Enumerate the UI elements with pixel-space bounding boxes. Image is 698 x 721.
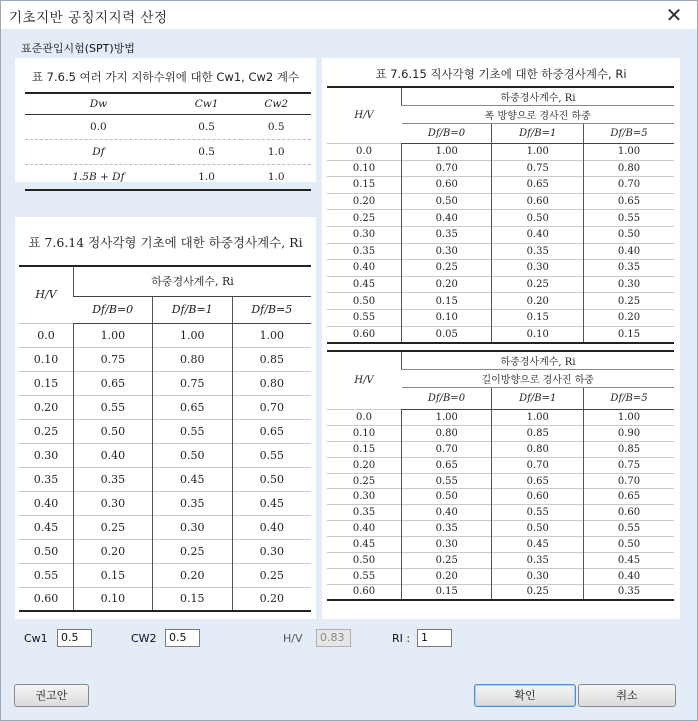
table-row	[327, 457, 674, 473]
table-cell: 0.70	[584, 473, 674, 489]
sub-header: Df/B=0	[74, 296, 153, 323]
hv-label: H/V	[283, 632, 303, 645]
table-cell: 0.55	[19, 563, 74, 587]
table-row	[19, 419, 311, 443]
table-cell: 0.35	[327, 505, 402, 521]
table-row	[19, 491, 311, 515]
table-cell: 0.10	[402, 309, 492, 326]
table-7615-length	[327, 350, 674, 601]
table-cell: 0.25	[327, 473, 402, 489]
table-cell: 0.45	[232, 491, 311, 515]
table-row	[327, 210, 674, 227]
table-cell: 0.30	[19, 443, 74, 467]
recommend-button[interactable]: 권고안	[14, 684, 89, 707]
table-row	[327, 473, 674, 489]
table-cell: 0.75	[492, 160, 584, 177]
table-cell: 0.40	[492, 226, 584, 243]
table-cell: 1.00	[152, 323, 232, 347]
table-row	[19, 371, 311, 395]
table-cell: 0.15	[19, 371, 74, 395]
table-row	[327, 441, 674, 457]
table-cell: 0.60	[584, 505, 674, 521]
table-header: Dw	[25, 93, 172, 115]
table-cell: 0.10	[74, 587, 153, 611]
table-cell: 0.50	[327, 553, 402, 569]
table-row	[19, 539, 311, 563]
table-cell: 0.45	[152, 467, 232, 491]
table-cell: 0.85	[232, 347, 311, 371]
table-row	[327, 177, 674, 194]
table-cell: 1.5B + Df	[25, 165, 172, 191]
table-cell: 0.45	[19, 515, 74, 539]
table-cell: 0.60	[327, 584, 402, 600]
table-row	[25, 140, 311, 165]
table-row	[19, 587, 311, 611]
hv-header: H/V	[354, 375, 374, 386]
table-cell: 0.25	[232, 563, 311, 587]
table-cell: 0.25	[19, 419, 74, 443]
table-cell: 0.0	[327, 410, 402, 426]
table-row	[19, 443, 311, 467]
table-cell: 0.40	[327, 521, 402, 537]
table-cell: 0.30	[74, 491, 153, 515]
table-cell: 0.15	[152, 587, 232, 611]
table-cell: 1.00	[584, 144, 674, 161]
table-cell: 0.15	[74, 563, 153, 587]
table-cell: 0.50	[402, 193, 492, 210]
table-cell: 0.10	[492, 326, 584, 343]
table-cell: 0.65	[584, 193, 674, 210]
table-row	[25, 165, 311, 191]
table-cell: 0.25	[584, 293, 674, 310]
table-row	[327, 568, 674, 584]
table-cell: 0.20	[327, 193, 402, 210]
cw2-label: CW2	[131, 632, 157, 645]
table-cell: 0.25	[402, 260, 492, 277]
table-row	[19, 395, 311, 419]
table-cell: 0.55	[492, 505, 584, 521]
table-cell: 0.65	[492, 177, 584, 194]
table-cell: 1.00	[492, 410, 584, 426]
table-cell: 0.60	[19, 587, 74, 611]
table-765	[25, 92, 311, 191]
table-cell: 0.55	[327, 568, 402, 584]
table-cell: 0.30	[402, 243, 492, 260]
table-cell: 0.30	[584, 276, 674, 293]
table-cell: 0.0	[19, 323, 74, 347]
table-cell: 0.50	[584, 226, 674, 243]
table-cell: 0.20	[232, 587, 311, 611]
table-cell: 0.55	[584, 210, 674, 227]
table-cell: 0.25	[327, 210, 402, 227]
cw1-input[interactable]: 0.5	[57, 629, 92, 647]
table-cell: 0.80	[492, 441, 584, 457]
table-cell: 0.65	[232, 419, 311, 443]
table-row	[327, 193, 674, 210]
group-header: 하중경사계수, Ri	[402, 87, 675, 106]
table-row	[327, 260, 674, 277]
table-cell: 0.20	[74, 539, 153, 563]
table-cell: 0.15	[584, 326, 674, 343]
table-row	[327, 160, 674, 177]
table-cell: 0.35	[492, 243, 584, 260]
table-cell: 0.25	[492, 276, 584, 293]
hv-header: H/V	[35, 288, 57, 302]
table-header: Cw2	[241, 93, 311, 115]
table-7614-caption: 표 7.6.14 정사각형 기초에 대한 하중경사계수, Ri	[28, 235, 303, 250]
table-7615-width	[327, 86, 674, 344]
table-cell: 0.25	[74, 515, 153, 539]
table-cell: 0.80	[402, 425, 492, 441]
table-cell: 0.70	[402, 441, 492, 457]
table-cell: 0.55	[327, 309, 402, 326]
table-cell: 1.00	[74, 323, 153, 347]
table-row	[327, 293, 674, 310]
table-cell: 0.50	[492, 521, 584, 537]
table-cell: 0.30	[402, 537, 492, 553]
table-cell: 0.35	[584, 260, 674, 277]
table-cell: 0.40	[74, 443, 153, 467]
table-cell: 0.35	[152, 491, 232, 515]
table-cell: 1.0	[241, 140, 311, 165]
sub-header: Df/B=5	[584, 388, 674, 410]
table-cell: 0.05	[402, 326, 492, 343]
table-cell: 0.40	[584, 568, 674, 584]
spt-group-label: 표준관입시험(SPT)방법	[21, 42, 135, 55]
table-cell: 0.15	[492, 309, 584, 326]
table-cell: 0.75	[74, 347, 153, 371]
table-cell: 0.55	[402, 473, 492, 489]
table-row	[327, 505, 674, 521]
table-row	[327, 326, 674, 343]
table-cell: 0.65	[74, 371, 153, 395]
table-cell: 0.70	[584, 177, 674, 194]
table-cell: 0.10	[327, 425, 402, 441]
table-cell: 0.80	[152, 347, 232, 371]
table-cell: 0.35	[74, 467, 153, 491]
table-row	[327, 425, 674, 441]
table-cell: 0.50	[232, 467, 311, 491]
table-cell: 0.35	[492, 553, 584, 569]
table-cell: 0.45	[584, 553, 674, 569]
table-row	[327, 537, 674, 553]
table-row	[25, 115, 311, 140]
table-row	[327, 309, 674, 326]
table-7615-caption: 표 7.6.15 직사각형 기초에 대한 하중경사계수, Ri	[375, 67, 627, 81]
table-cell: 0.40	[402, 210, 492, 227]
cw1-label: Cw1	[24, 632, 48, 645]
table-cell: 0.35	[402, 226, 492, 243]
table-cell: 0.60	[492, 489, 584, 505]
table-cell: 1.00	[584, 410, 674, 426]
sub-header: Df/B=1	[492, 124, 584, 144]
table-row	[327, 144, 674, 161]
width-load-header: 폭 방향으로 경사진 하중	[402, 106, 675, 124]
group-header: 하중경사계수, Ri	[402, 351, 675, 370]
table-row	[327, 553, 674, 569]
table-row	[19, 563, 311, 587]
table-cell: 0.50	[492, 210, 584, 227]
table-cell: 0.15	[327, 177, 402, 194]
ok-button[interactable]: 확인	[474, 684, 576, 707]
table-row	[19, 467, 311, 491]
table-cell: 0.80	[232, 371, 311, 395]
table-cell: 1.0	[172, 165, 242, 191]
table-cell: 0.30	[232, 539, 311, 563]
table-cell: 0.25	[152, 539, 232, 563]
table-cell: 0.5	[241, 115, 311, 140]
table-cell: 0.15	[402, 293, 492, 310]
table-7614-panel	[15, 217, 316, 619]
table-cell: 0.0	[327, 144, 402, 161]
table-cell: 1.00	[402, 144, 492, 161]
table-cell: 0.60	[492, 193, 584, 210]
table-row	[19, 347, 311, 371]
table-cell: 0.50	[402, 489, 492, 505]
table-cell: 1.00	[232, 323, 311, 347]
table-cell: 0.50	[584, 537, 674, 553]
table-row	[327, 410, 674, 426]
table-cell: Df	[25, 140, 172, 165]
table-row	[19, 323, 311, 347]
table-cell: 0.20	[327, 457, 402, 473]
table-cell: 0.30	[152, 515, 232, 539]
table-header: Cw1	[172, 93, 242, 115]
ri-label: RI :	[392, 632, 411, 645]
table-cell: 0.85	[584, 441, 674, 457]
table-cell: 0.85	[492, 425, 584, 441]
table-cell: 0.65	[152, 395, 232, 419]
sub-header: Df/B=5	[584, 124, 674, 144]
table-cell: 0.35	[19, 467, 74, 491]
hv-header: H/V	[354, 110, 374, 121]
table-cell: 0.30	[327, 226, 402, 243]
hv-input: 0.83	[316, 629, 351, 647]
table-7615-panel	[322, 58, 680, 619]
table-cell: 0.20	[402, 568, 492, 584]
table-cell: 0.35	[327, 243, 402, 260]
table-cell: 0.35	[584, 584, 674, 600]
table-cell: 0.55	[152, 419, 232, 443]
table-cell: 0.0	[25, 115, 172, 140]
table-cell: 0.50	[74, 419, 153, 443]
table-cell: 0.70	[402, 160, 492, 177]
table-cell: 0.5	[172, 140, 242, 165]
table-cell: 0.40	[19, 491, 74, 515]
title-bar	[1, 1, 697, 29]
table-cell: 0.70	[492, 457, 584, 473]
ri-input[interactable]: 1	[417, 629, 452, 647]
table-cell: 0.20	[584, 309, 674, 326]
table-cell: 0.40	[232, 515, 311, 539]
sub-header: Df/B=1	[492, 388, 584, 410]
table-cell: 0.30	[492, 260, 584, 277]
table-row	[327, 226, 674, 243]
table-cell: 0.45	[492, 537, 584, 553]
table-cell: 0.55	[232, 443, 311, 467]
table-cell: 0.10	[19, 347, 74, 371]
table-cell: 0.55	[584, 521, 674, 537]
table-row	[327, 243, 674, 260]
table-row	[327, 584, 674, 600]
table-cell: 0.5	[172, 115, 242, 140]
table-cell: 0.80	[584, 160, 674, 177]
close-icon[interactable]: ✕	[665, 3, 683, 27]
table-cell: 0.20	[492, 293, 584, 310]
table-cell: 0.70	[232, 395, 311, 419]
table-cell: 1.0	[241, 165, 311, 191]
table-cell: 0.90	[584, 425, 674, 441]
table-cell: 0.60	[327, 326, 402, 343]
sub-header: Df/B=0	[402, 124, 492, 144]
table-765-panel	[15, 58, 316, 182]
table-cell: 0.45	[327, 276, 402, 293]
table-row	[327, 489, 674, 505]
cancel-button[interactable]: 취소	[578, 684, 676, 707]
length-load-header: 길이방향으로 경사진 하중	[402, 370, 675, 388]
table-cell: 0.40	[327, 260, 402, 277]
table-cell: 1.00	[402, 410, 492, 426]
group-header: 하중경사계수, Ri	[74, 266, 312, 296]
table-cell: 0.65	[492, 473, 584, 489]
table-cell: 0.50	[327, 293, 402, 310]
table-cell: 0.75	[584, 457, 674, 473]
table-cell: 0.65	[402, 457, 492, 473]
table-row	[327, 276, 674, 293]
table-cell: 0.15	[402, 584, 492, 600]
sub-header: Df/B=0	[402, 388, 492, 410]
table-cell: 0.55	[74, 395, 153, 419]
sub-header: Df/B=1	[152, 296, 232, 323]
sub-header: Df/B=5	[232, 296, 311, 323]
table-cell: 0.15	[327, 441, 402, 457]
table-row	[327, 521, 674, 537]
table-cell: 0.50	[152, 443, 232, 467]
table-cell: 0.65	[584, 489, 674, 505]
table-765-caption: 표 7.6.5 여러 가지 지하수위에 대한 Cw1, Cw2 계수	[31, 70, 300, 84]
table-cell: 0.10	[327, 160, 402, 177]
table-cell: 0.40	[584, 243, 674, 260]
table-cell: 0.40	[402, 505, 492, 521]
table-cell: 0.45	[327, 537, 402, 553]
table-cell: 0.30	[327, 489, 402, 505]
table-cell: 0.25	[402, 553, 492, 569]
cw2-input[interactable]: 0.5	[165, 629, 200, 647]
table-cell: 1.00	[492, 144, 584, 161]
table-cell: 0.75	[152, 371, 232, 395]
table-cell: 0.35	[402, 521, 492, 537]
table-cell: 0.20	[152, 563, 232, 587]
table-cell: 0.25	[492, 584, 584, 600]
table-cell: 0.20	[19, 395, 74, 419]
table-cell: 0.30	[492, 568, 584, 584]
table-cell: 0.50	[19, 539, 74, 563]
table-7614	[19, 265, 311, 612]
table-cell: 0.20	[402, 276, 492, 293]
window-title: 기초지반 공칭지지력 산정	[9, 10, 168, 26]
table-cell: 0.60	[402, 177, 492, 194]
table-row	[19, 515, 311, 539]
